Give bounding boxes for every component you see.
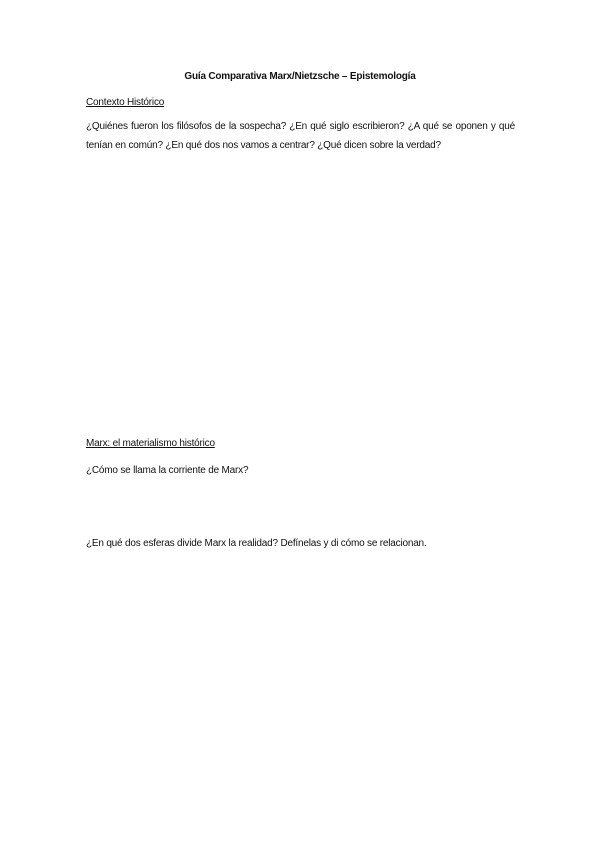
question-corriente-marx: ¿Cómo se llama la corriente de Marx? <box>86 465 249 476</box>
question-filosofos-sospecha: ¿Quiénes fueron los filósofos de la sospecha? ¿En qué siglo escribieron? ¿A qué se oponen y qué tenían en común? ¿En qué dos nos vamos a centrar? ¿Qué dicen sobre la verdad? <box>86 121 515 151</box>
question-esferas-realidad: ¿En qué dos esferas divide Marx la realidad? Defínelas y di cómo se relacionan. <box>86 538 427 549</box>
section-heading-contexto-historico: Contexto Histórico <box>86 97 165 108</box>
document-title: Guía Comparativa Marx/Nietzsche – Epistemología <box>184 71 416 82</box>
section-heading-materialismo-historico: Marx: el materialismo histórico <box>86 438 215 449</box>
